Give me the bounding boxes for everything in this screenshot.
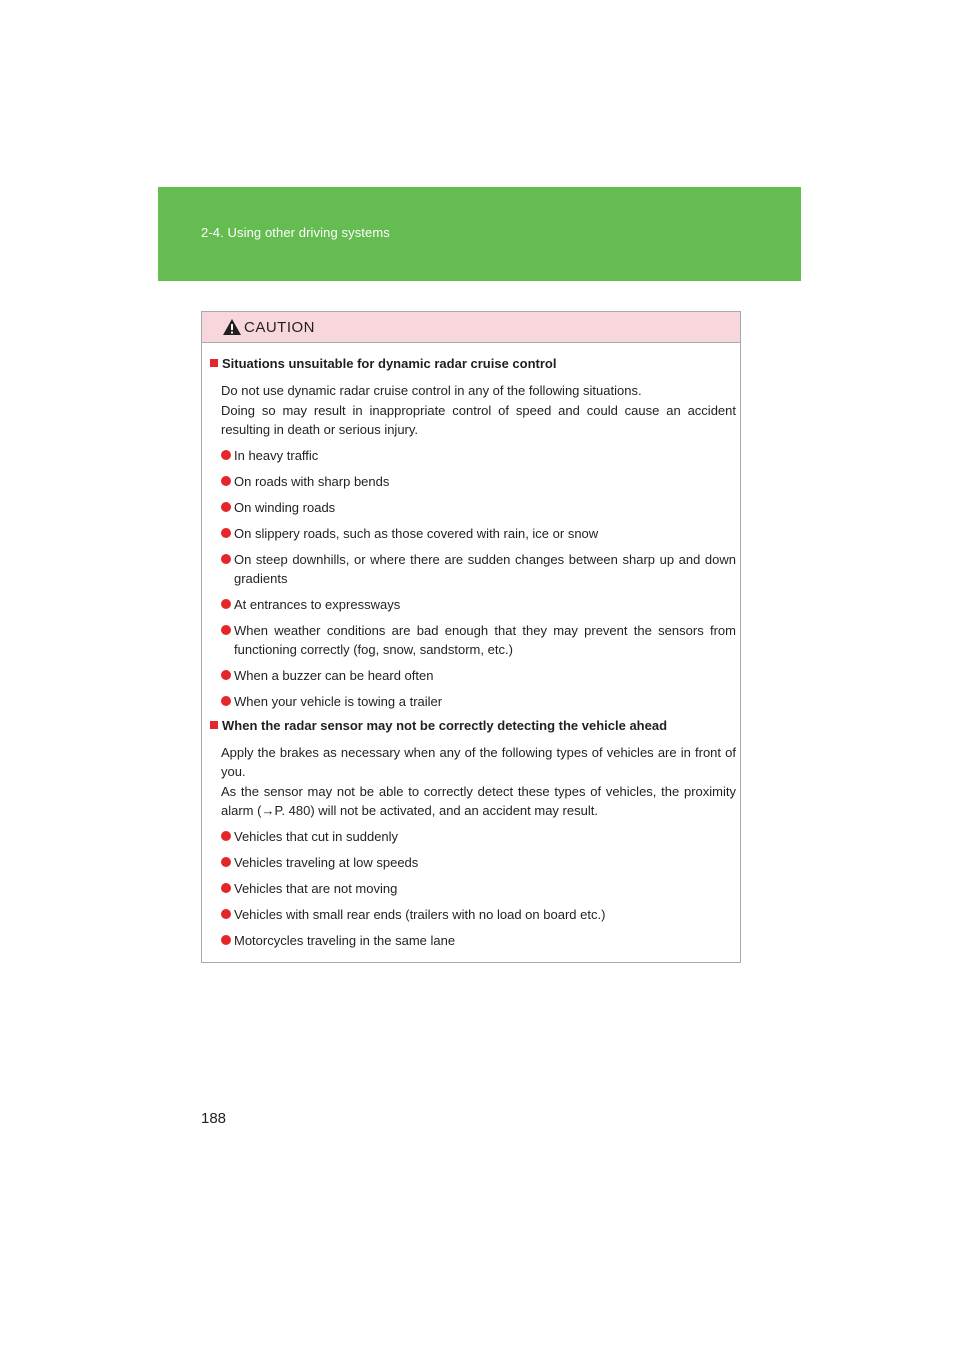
square-bullet-icon — [210, 721, 218, 729]
square-bullet-icon — [210, 359, 218, 367]
warning-triangle-icon — [222, 318, 242, 336]
bullet-dot-icon — [221, 935, 231, 945]
list-item: On roads with sharp bends — [221, 472, 736, 491]
bullet-dot-icon — [221, 450, 231, 460]
bullet-dot-icon — [221, 599, 231, 609]
bullet-dot-icon — [221, 670, 231, 680]
section-title: 2-4. Using other driving systems — [201, 225, 390, 240]
list-item: When a buzzer can be heard often — [221, 666, 736, 685]
list-item: On slippery roads, such as those covered with rain, ice or snow — [221, 524, 736, 543]
bullet-dot-icon — [221, 883, 231, 893]
paragraph: Apply the brakes as necessary when any of the following types of vehicles are in front of you. — [221, 745, 736, 779]
section-header-band — [158, 187, 801, 281]
page-number: 188 — [201, 1110, 227, 1127]
list-item: On steep downhills, or where there are sudden changes between sharp up and down gradients — [221, 550, 736, 588]
bullet-dot-icon — [221, 502, 231, 512]
bullet-dot-icon — [221, 554, 231, 564]
bullet-dot-icon — [221, 476, 231, 486]
section-heading: When the radar sensor may not be correctly detecting the vehicle ahead — [210, 718, 667, 733]
list-item: Vehicles with small rear ends (trailers with no load on board etc.) — [221, 905, 736, 924]
caution-label: CAUTION — [244, 319, 315, 336]
caution-header — [202, 312, 740, 343]
section-heading: Situations unsuitable for dynamic radar cruise control — [210, 356, 556, 371]
list-item: Vehicles that cut in suddenly — [221, 827, 736, 846]
bullet-dot-icon — [221, 831, 231, 841]
paragraph: Do not use dynamic radar cruise control in any of the following situations. — [221, 383, 642, 398]
paragraph: Doing so may result in inappropriate control of speed and could cause an accident resulting in death or serious injury. — [221, 403, 736, 437]
list-item: When your vehicle is towing a trailer — [221, 692, 736, 711]
bullet-dot-icon — [221, 528, 231, 538]
list-item: When weather conditions are bad enough that they may prevent the sensors from functioning correctly (fog, snow, sandstorm, etc.) — [221, 621, 736, 659]
bullet-dot-icon — [221, 909, 231, 919]
paragraph: As the sensor may not be able to correctly detect these types of vehicles, the proximity alarm (→P. 480) will not be activated, and an accident may result. — [221, 784, 736, 818]
list-item: On winding roads — [221, 498, 736, 517]
bullet-dot-icon — [221, 857, 231, 867]
list-item: At entrances to expressways — [221, 595, 736, 614]
list-item: Motorcycles traveling in the same lane — [221, 931, 736, 950]
list-item: Vehicles that are not moving — [221, 879, 736, 898]
bullet-dot-icon — [221, 696, 231, 706]
list-item: Vehicles traveling at low speeds — [221, 853, 736, 872]
list-item: In heavy traffic — [221, 446, 736, 465]
bullet-dot-icon — [221, 625, 231, 635]
caution-box — [201, 311, 741, 963]
